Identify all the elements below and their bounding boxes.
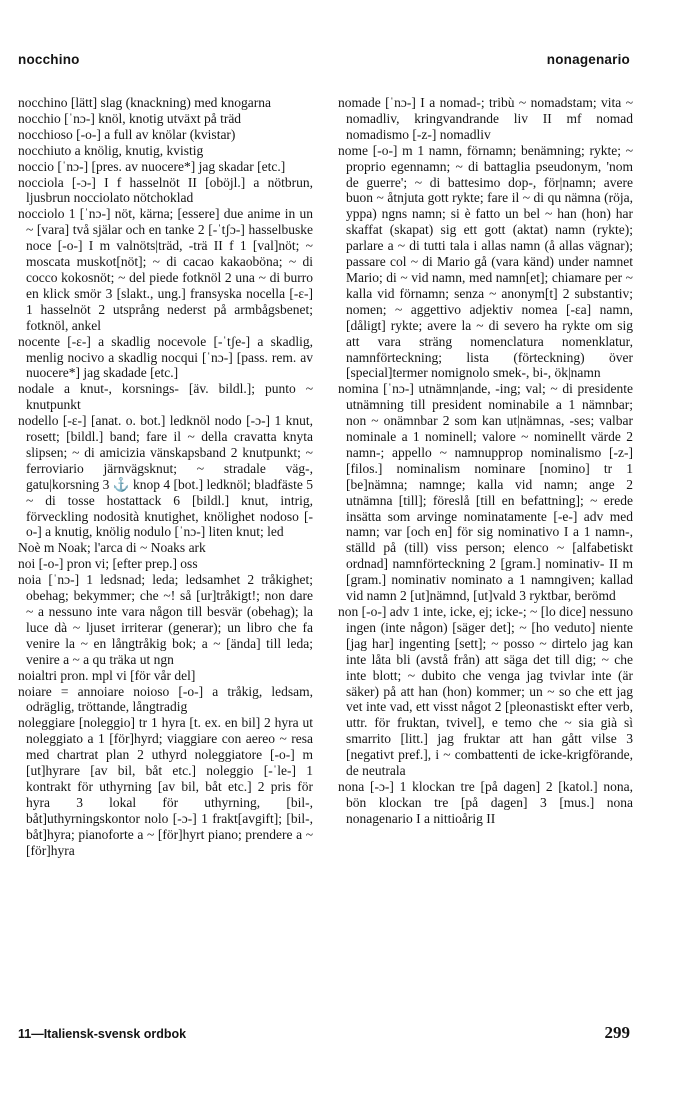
dictionary-entry: nocchioso [-o-] a full av knölar (kvistar) (18, 126, 236, 142)
dictionary-entry: nocente [-ɛ-] a skadlig nocevole [-ˈtʃe-] a skadlig, menlig nocivo a skadlig nocqui [ˈnɔ-] [pass. rem. av nuocere*] jag skadade [etc.] (18, 333, 313, 381)
dictionary-entry: nocchiuto a knölig, knutig, kvistig (18, 142, 204, 158)
book-title: 11—Italiensk-svensk ordbok (18, 1027, 187, 1041)
dictionary-entry: nocciolo 1 [ˈnɔ-] nöt, kärna; [essere] due anime in un ~ [vara] två själar och en tanke 2 [-ˈtʃɔ-] hasselbuske noce [-o-] I m valnöts|träd, -trä II f 1 [val]nöt; ~ moscata muskot[nöt]; ~ di cacao kakaoböna; ~ di cocco kokosnöt; ~ del piede fotknöl 2 una ~ di burro en klick smör 3 [slakt., ung.] fransyska nocella [-ɛ-] 1 hasselnöt 2 utsprång nederst på armbågsbenet; fotknöl, ankel (18, 206, 313, 333)
dictionary-entry: Noè m Noak; l'arca di ~ Noaks ark (18, 540, 206, 556)
dictionary-entry: nome [-o-] m 1 namn, förnamn; benämning; rykte; ~ proprio egennamn; ~ di battaglia pseudonym, 'nom de guerre'; ~ di battesimo dop-, för|namn; avere buon ~ åtnjuta gott rykte; fare il ~ di qu nämna (röja, yppa) ngns namn; si è fatto un bel ~ han (hon) har skaffat (skapat) sig ett gott (aktat) namn (rykte); parlare a ~ di tutti tala i allas namn (å allas vägnar); passare col ~ di Mario gå (vara känd) under namnet Mario; di ~ vid namn, med namn[et]; chiamare per ~ kalla vid förnamn; senza ~ anonym[t] 2 substantiv; nomen; ~ aggettivo adjektiv nomea [-ɛa] namn, [dåligt] rykte; avere la ~ di severo ha rykte om sig att vara sträng nomenclatura nomenklatur, namnförteckning; lista (förteckning) över [special]termer nomignolo smek-, bi-, ök|namn (338, 142, 633, 381)
left-column (18, 95, 313, 859)
dictionary-entry: nocchio [ˈnɔ-] knöl, knotig utväxt på träd (18, 110, 242, 126)
dictionary-entry: noia [ˈnɔ-] 1 ledsnad; leda; ledsamhet 2 tråkighet; obehag; bekymmer; che ~! så [ur]tråkigt!; non dare ~ a nessuno inte vara någon till besvär (obehag); la luce dà ~ ljuset irriterar (generar); un libro che fa venire la ~ en långtråkig bok; a ~ [ända] till leda; venire a ~ a qu träka ut ngn (18, 572, 313, 667)
dictionary-entry: nodale a knut-, korsnings- [äv. bildl.]; punto ~ knutpunkt (18, 381, 313, 413)
dictionary-entry: noialtri pron. mpl vi [för vår del] (18, 667, 196, 683)
dictionary-entry: nona [-ɔ-] 1 klockan tre [på dagen] 2 [katol.] nona, bön klockan tre [på dagen] 3 [mus.] nona nonagenario I a nittioårig II (338, 778, 633, 826)
right-column (338, 95, 633, 827)
dictionary-entry: noi [-o-] pron vi; [efter prep.] oss (18, 556, 198, 572)
dictionary-entry: nocchino [lätt] slag (knackning) med knogarna (18, 95, 272, 110)
dictionary-entry: nodello [-ɛ-] [anat. o. bot.] ledknöl nodo [-ɔ-] 1 knut, rosett; [bildl.] band; fare il ~ della cravatta knyta slipsen; ~ di amicizia vänskapsband 2 knutpunkt; ~ ferroviario järnvägsknut; ~ stradale väg-, gatu|korsning 3 ⚓ knop 4 [bot.] ledknöl; bladfäste 5 ~ di tosse hostattack 6 [bildl.] knut, intrig, förveckling nodosità knutighet, knölighet nodoso [-o-] a knutig, knölig nodulo [ˈnɔ-] liten knut; led (18, 413, 313, 540)
right-guide-word: nonagenario (546, 52, 630, 67)
dictionary-entry: noccio [ˈnɔ-] [pres. av nuocere*] jag skadar [etc.] (18, 158, 286, 174)
dictionary-entry: non [-o-] adv 1 inte, icke, ej; icke-; ~ [lo dice] nessuno ingen (inte någon) [säger det]; ~ [ho veduto] niente [jag har] ingenting [sett]; ~ posso ~ dirtelo jag kan inte låta bli (avstå från) att säga det till dig; ~ che inte blott; ~ dubito che venga jag tvivlar inte (är säker) på att han (hon) kommer; un ~ so che ett jag vet inte vad, ett visst något 2 [pleonastiskt efter verb, uttr. för fruktan, tvivel], e temo che ~ sia già sì smarrito [litt.] jag fruktar att han gått vilse 3 [negativt pref.], i ~ combattenti de icke-krigförande, de neutrala (338, 604, 633, 779)
dictionary-entry: nomade [ˈnɔ-] I a nomad-; tribù ~ nomadstam; vita ~ nomadliv, kringvandrande liv II mf nomad nomadismo [-z-] nomadliv (338, 95, 633, 142)
dictionary-entry: nomina [ˈnɔ-] utnämn|ande, -ing; val; ~ di presidente utnämning till president nominabile a 1 nämnbar; non ~ onämnbar 2 som kan ut|nämnas, -ses; valbar nominale a 1 nominell; valore ~ nominellt värde 2 namn-; appello ~ namnupprop nominalismo [-z-] [filos.] nominalism nominare [nomino] tr 1 [be]nämna; namnge; kalla vid namn; ange 2 utnämna [till]; föreslå [till en befattning]; ~ erede insätta som arvinge nominatamente [-e-] adv med namn; var [och en] för sig nominativo I a 1 namn-, ställd på (till) viss person; elenco ~ [alfabetiskt ordnad] namnförteckning 2 [gram.] nominativ- II m [gram.] nominativ nominato a 1 namngiven; kallad vid namn 2 [ut]nämnd, [ut]vald 3 ryktbar, berömd (338, 381, 633, 604)
left-guide-word: nocchino (18, 52, 80, 67)
dictionary-entry: nocciola [-ɔ-] I f hasselnöt II [oböjl.] a nötbrun, ljusbrun nocciolato nötchoklad (18, 174, 313, 206)
dictionary-entry: noiare = annoiare noioso [-o-] a tråkig, ledsam, odräglig, tröttande, långtradig (18, 683, 313, 715)
dictionary-entry: noleggiare [noleggio] tr 1 hyra [t. ex. en bil] 2 hyra ut noleggiato a 1 [för]hyrd; viaggiare con aereo ~ resa med chartrat plan 2 uthyrd noleggiatore [-o-] m [ut]hyrare [av bil, båt etc.] noleggio [-ˈle-] 1 kontrakt för uthyrning [av bil, båt etc.] 2 pris för hyra 3 lokal för uthyrning, [bil-, båt]uthyrningskontor nolo [-ɔ-] 1 frakt[avgift]; [bil-, båt]hyra; pianoforte a ~ [för]hyrt piano; prendere a ~ [för]hyra (18, 715, 313, 858)
page-number: 299 (604, 1023, 630, 1042)
